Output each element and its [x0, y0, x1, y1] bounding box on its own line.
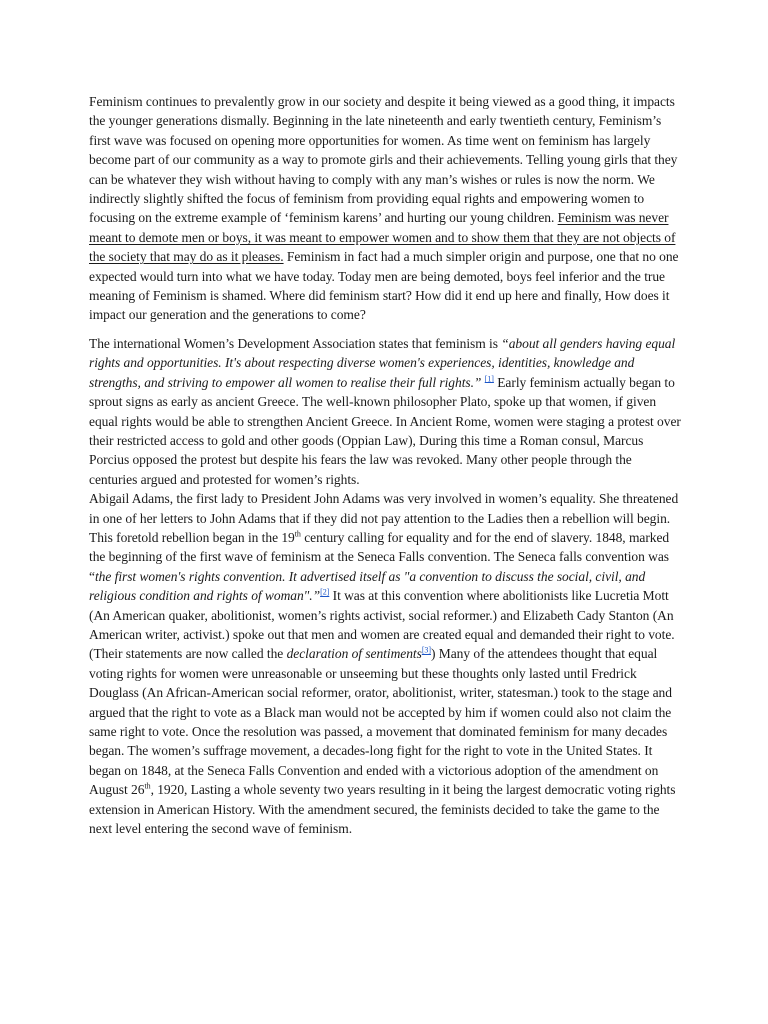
origins-text: Early feminism actually began to sprout signs as early as ancient Greece. The well-known philosopher Plato, spoke up that women, if given equal rights would be able to strengthen Ancient Greece. In Ancient Rome, women were staging a protest over their restricted access to gold and other goods (Oppian Law), During this time a Roman consul, Marcus Porcius opposed the protest but despite his fears the law was revoked. Many other people through the centuries argued and protested for women’s rights.	[89, 374, 681, 487]
first-wave-text-4: ) Many of the attendees thought that equal voting rights for women were unreasonable or unseeming but these thoughts only lasted until Fredrick Douglass (An African-American social reformer, orator, abolitionist, writer, statesman.) took to the stage and argued that the right to vote as a Black man would not be accepted by him if women could also not claim the same right to vote. Once the resolution was passed, a movement that dominated feminism for many decades began. The women’s suffrage movement, a decades-long fight for the right to vote in the United States. It began on 1848, at the Seneca Falls Convention and ended with a victorious adoption of the amendment on August 26	[89, 646, 672, 798]
intro-text-end: Feminism in fact had a much simpler origin and purpose, one that no one expected would turn into what we have today. Today men are being demoted, boys feel inferior and the true meaning of Feminism is shamed. Where did feminism start? How did it end up here and finally, How does it impact our generation and the generations to come?	[89, 249, 679, 323]
intro-text-start: Feminism continues to prevalently grow in our society and despite it being viewed as a good thing, it impacts the younger generations dismally. Beginning in the late nineteenth and early twentieth century, Feminism’s first wave was focused on opening more opportunities for women. As time went on feminism has largely become part of our community as a way to promote girls and their achievements. Telling young girls that they can be whatever they wish without having to comply with any man’s wishes or rules is now the norm. We indirectly slightly shifted the focus of feminism from providing equal rights and empowering women to focusing on the extreme example of ‘feminism karens’ and hurting our young children.	[89, 94, 678, 226]
footnote-link-3[interactable]: [3]	[421, 645, 431, 655]
first-wave-text-5: , 1920, Lasting a whole seventy two years resulting in it being the largest democratic voting rights extension in American History. With the amendment secured, the feminists decided to take the game to the next level entering the second wave of feminism.	[89, 782, 676, 837]
superscript-th-2: th	[144, 781, 151, 791]
seneca-quote: the first women's rights convention. It advertised itself as "a convention to discuss the social, civil, and religious condition and rights of woman".	[89, 568, 646, 604]
footnote-ref-3[interactable]	[422, 646, 431, 655]
superscript-th: th	[294, 529, 301, 539]
footnote-ref-2[interactable]	[320, 588, 329, 597]
seneca-quote-close: ”	[312, 588, 321, 604]
first-wave-text-3: It was at this convention where abolitionists like Lucretia Mott (An American quaker, abolitionist, women’s rights activist, social reformer.) and Elizabeth Cady Stanton (An American writer, activist.) spoke out that men and women are created equal and demanded their right to vote. (Their statements are now called the	[89, 588, 675, 662]
origins-lead: The international Women’s Development Association states that feminism is	[89, 335, 502, 351]
document-body	[89, 92, 681, 838]
paragraph-intro	[89, 92, 681, 325]
footnote-link-1[interactable]: [1]	[484, 374, 494, 384]
underlined-thesis: Feminism was never meant to demote men or boys, it was meant to empower women and to show them that they are not objects of the society that may do as it pleases.	[89, 210, 676, 265]
iwda-quote: “about all genders having equal rights and opportunities. It's about respecting diverse women's experiences, identities, knowledge and strengths, and striving to empower all women to realise their full rights.”	[89, 335, 676, 390]
footnote-ref-1[interactable]	[485, 374, 494, 383]
footnote-link-2[interactable]: [2]	[320, 587, 330, 597]
first-wave-text-1: Abigail Adams, the first lady to President John Adams was very involved in women’s equality. She threatened in one of her letters to John Adams that if they did not pay attention to the Ladies then a rebellion will begin. This foretold rebellion began in the 19	[89, 491, 679, 545]
paragraph-first-wave	[89, 489, 681, 838]
declaration-title: declaration of sentiments	[286, 646, 422, 662]
paragraph-origins	[89, 334, 681, 489]
first-wave-text-2: century calling for equality and for the end of slavery. 1848, marked the beginning of the first wave of feminism at the Seneca Falls convention. The Seneca falls convention was “	[89, 529, 670, 584]
